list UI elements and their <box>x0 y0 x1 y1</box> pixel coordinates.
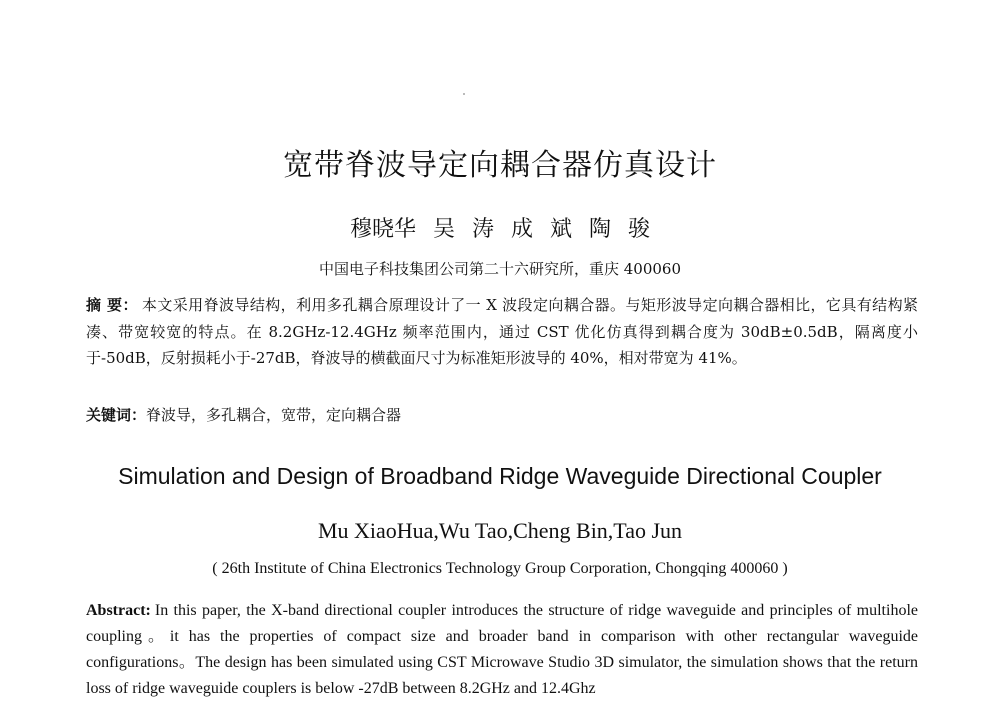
chinese-abstract-label: 摘 要： <box>86 296 138 314</box>
chinese-affiliation: 中国电子科技集团公司第二十六研究所，重庆 400060 <box>318 260 682 278</box>
chinese-keywords-text: 脊波导，多孔耦合，宽带，定向耦合器 <box>146 406 402 424</box>
chinese-authors: 穆晓华 吴 涛 成 斌 陶 骏 <box>350 217 650 242</box>
english-abstract <box>86 598 918 702</box>
chinese-abstract-text: 本文采用脊波导结构，利用多孔耦合原理设计了一 X 波段定向耦合器。与矩形波导定向耦合器相比，它具有结构紧凑、带宽较宽的特点。在 8.2GHz-12.4GHz 频率范围内，通过 CST 优化仿真得到耦合度为 30dB±0.5dB，隔离度小于-50dB，反射损耗小于-27dB，脊波导的横截面尺寸为标准矩形波导的 40%，相对带宽为 41%。 <box>86 296 918 367</box>
chinese-title: 宽带脊波导定向耦合器仿真设计 <box>283 149 717 182</box>
chinese-abstract <box>86 292 918 372</box>
english-affiliation: ( 26th Institute of China Electronics Technology Group Corporation, Chongqing 400060 ) <box>212 560 788 577</box>
scan-speck <box>463 93 465 95</box>
english-title: Simulation and Design of Broadband Ridge Waveguide Directional Coupler <box>118 463 882 489</box>
english-authors: Mu XiaoHua,Wu Tao,Cheng Bin,Tao Jun <box>317 518 683 543</box>
chinese-keywords <box>86 402 918 428</box>
chinese-keywords-label: 关键词： <box>86 406 147 424</box>
english-abstract-label: Abstract: <box>86 602 151 619</box>
english-abstract-text: In this paper, the X-band directional coupler introduces the structure of ridge waveguide and principles of multihole coupling。it has the properties of compact size and broader band in comparison with other rectangular waveguide configurations。The design has been simulated using CST Microwave Studio 3D simulator, the simulation shows that the return loss of ridge waveguide couplers is below -27dB between 8.2GHz and 12.4Ghz <box>86 602 919 697</box>
